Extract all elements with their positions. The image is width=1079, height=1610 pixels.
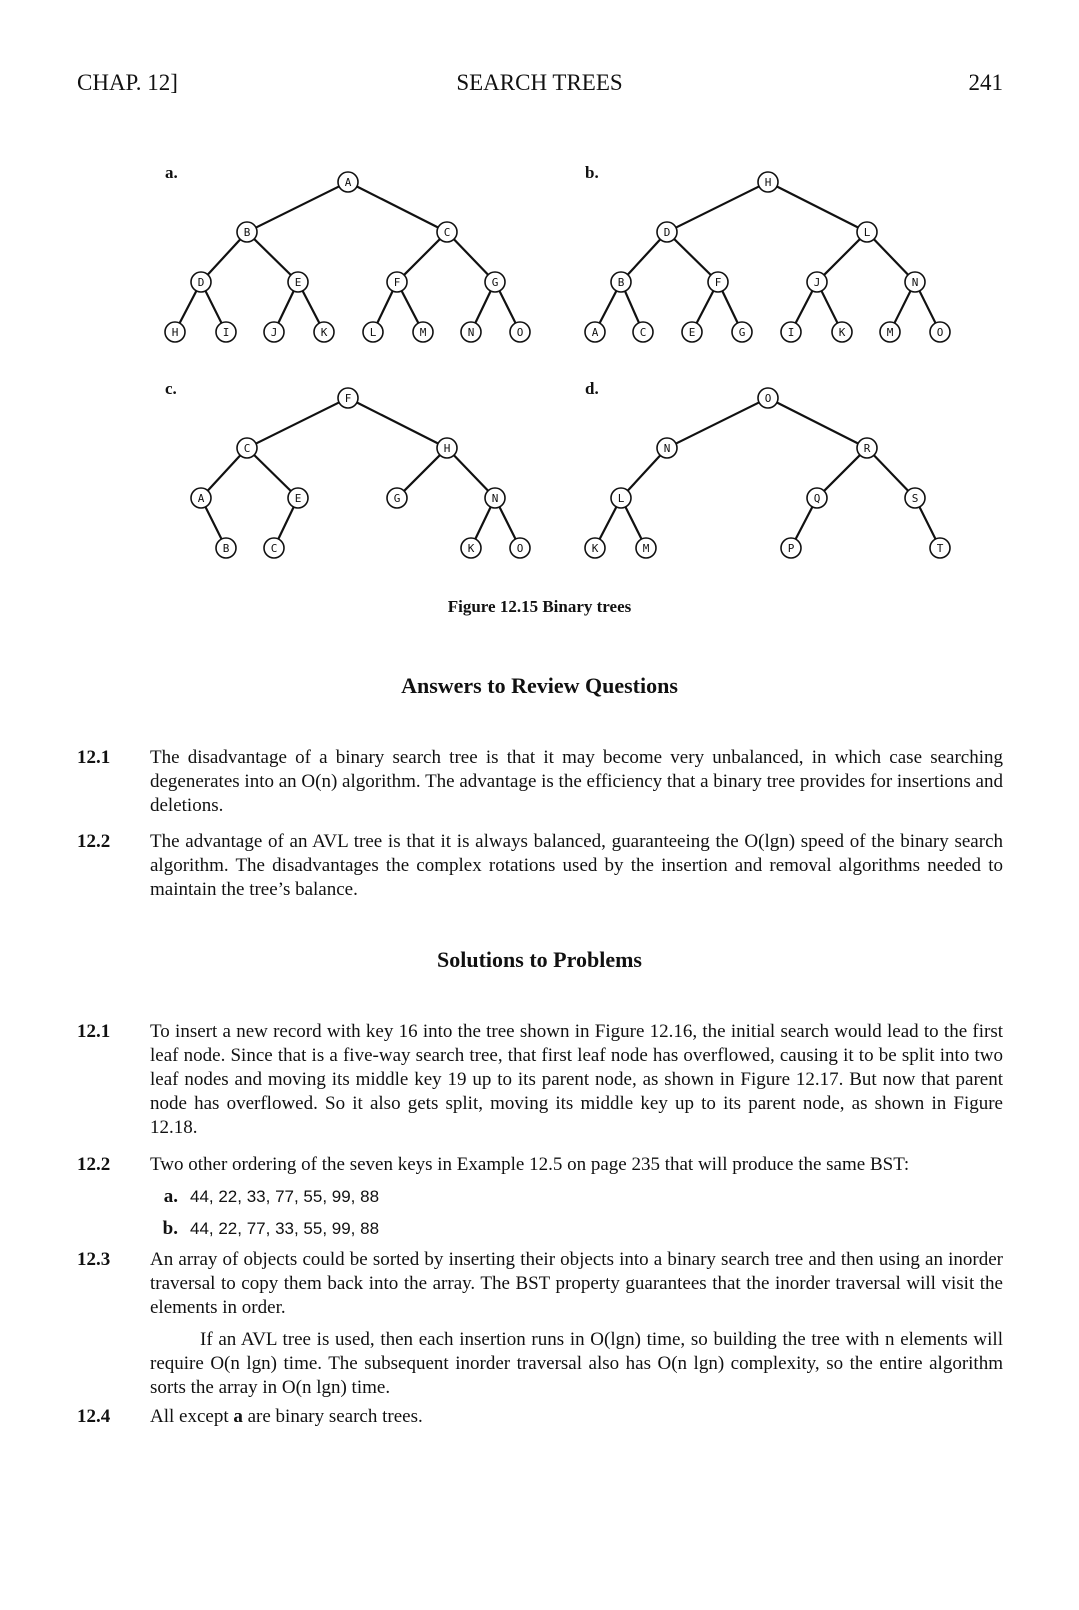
ordering-label: a. xyxy=(163,1186,178,1207)
tree-node-label: E xyxy=(294,492,302,505)
tree-edge xyxy=(777,187,858,228)
figure-caption: Figure 12.15 Binary trees xyxy=(447,597,632,616)
tree-edge xyxy=(475,291,490,323)
tree-edge xyxy=(208,239,240,274)
solution-text-end: are binary search trees. xyxy=(242,1406,423,1427)
tree-edge xyxy=(722,291,737,323)
tree-edge xyxy=(254,455,291,491)
tree-node-label: L xyxy=(863,226,871,239)
tree-edge xyxy=(697,291,714,323)
tree-edge xyxy=(824,455,860,491)
tree-edge xyxy=(499,507,515,539)
tree-panel xyxy=(165,379,530,558)
tree-edge xyxy=(278,291,293,323)
answer-number: 12.1 xyxy=(77,747,111,768)
answer-number: 12.2 xyxy=(77,831,111,852)
tree-node-label: C xyxy=(270,542,278,555)
tree-node-label: C xyxy=(639,326,647,339)
tree-edge xyxy=(256,402,339,443)
tree-node-label: F xyxy=(344,392,352,405)
tree-edge xyxy=(821,291,837,323)
tree-edge xyxy=(256,186,339,227)
tree-edge xyxy=(824,239,860,275)
tree-edge xyxy=(180,291,197,323)
tree-edge xyxy=(628,239,660,274)
panel-label: a. xyxy=(165,163,178,182)
tree-edge xyxy=(625,291,639,323)
tree-edge xyxy=(357,187,438,228)
tree-node-label: N xyxy=(911,276,919,289)
running-head-chapter: CHAP. 12] xyxy=(77,70,178,95)
tree-edge xyxy=(205,507,221,539)
binary-trees-figure xyxy=(150,160,970,580)
tree-node-label: O xyxy=(936,326,944,339)
tree-node-label: F xyxy=(393,276,401,289)
tree-edge xyxy=(919,291,935,323)
tree-edge xyxy=(625,507,641,539)
tree-edge xyxy=(208,455,240,490)
solution-number: 12.2 xyxy=(77,1154,111,1175)
solution-number: 12.3 xyxy=(77,1249,111,1270)
tree-edge xyxy=(254,239,291,275)
solution-text-continued: If an AVL tree is used, then each insertion runs in O(lgn) time, so building the tree with n elements will require O(n lgn) time. The subsequent inorder traversal also has O(n lgn) complexity, so the entire algorithm sorts the array in O(n lgn) time. xyxy=(150,1329,1003,1398)
tree-edge xyxy=(874,239,908,275)
tree-node-label: H xyxy=(764,176,772,189)
solution-text: To insert a new record with key 16 into the tree shown in Figure 12.16, the initial search would lead to the first leaf node. Since that is a five-way search tree, that first leaf node has overflowed, causing it to be split into two leaf nodes and moving its middle key 19 up to its parent node, as shown in Figure 12.17. But now that parent node has overflowed. So it also gets split, moving its middle key up to its parent node, as shown in Figure 12.18. xyxy=(150,1021,1003,1138)
tree-edge xyxy=(454,455,488,491)
tree-node-label: P xyxy=(787,542,795,555)
tree-edge xyxy=(674,239,711,275)
solution-item xyxy=(77,1153,1003,1241)
tree-node-label: F xyxy=(714,276,722,289)
tree-reference: a xyxy=(233,1406,243,1427)
tree-node-label: E xyxy=(688,326,696,339)
tree-node-label: D xyxy=(197,276,205,289)
solution-item xyxy=(77,1248,1003,1400)
tree-node-label: B xyxy=(243,226,251,239)
solution-text: An array of objects could be sorted by inserting their objects into a binary search tree and then using an inorder traversal to copy them back into the array. The BST property guarantees that the inorder traversal will visit the elements in order. xyxy=(150,1249,1003,1318)
tree-node-label: K xyxy=(467,542,475,555)
tree-node-label: S xyxy=(911,492,919,505)
tree-node-label: G xyxy=(491,276,499,289)
tree-node-label: Q xyxy=(813,492,821,505)
tree-edge xyxy=(303,291,320,323)
tree-panel xyxy=(585,163,950,342)
tree-edge xyxy=(600,507,617,539)
tree-edge xyxy=(894,291,910,323)
tree-edge xyxy=(796,291,813,323)
solution-number: 12.1 xyxy=(77,1021,111,1042)
tree-edge xyxy=(777,403,858,444)
solutions-heading: Solutions to Problems xyxy=(437,947,642,972)
tree-node-label: A xyxy=(591,326,599,339)
running-head-title: SEARCH TREES xyxy=(456,70,623,95)
tree-panel xyxy=(585,379,950,558)
tree-node-label: K xyxy=(320,326,328,339)
ordering-a xyxy=(150,1185,1003,1209)
tree-edge xyxy=(628,455,660,490)
panel-label: d. xyxy=(585,379,599,398)
answer-item xyxy=(77,746,1003,818)
tree-node-label: L xyxy=(617,492,625,505)
tree-panel xyxy=(165,163,530,342)
solution-text-start: All except xyxy=(150,1406,234,1427)
answer-item xyxy=(77,830,1003,902)
tree-node-label: G xyxy=(393,492,401,505)
tree-node-label: O xyxy=(516,542,524,555)
tree-edge xyxy=(676,186,759,227)
tree-edge xyxy=(357,403,438,444)
tree-edge xyxy=(404,239,440,275)
page-number: 241 xyxy=(968,70,1003,95)
ordering-label: b. xyxy=(162,1218,178,1239)
tree-edge xyxy=(600,291,617,323)
solution-item xyxy=(77,1405,1003,1429)
tree-node-label: C xyxy=(443,226,451,239)
tree-node-label: M xyxy=(419,326,427,339)
panel-label: c. xyxy=(165,379,177,398)
tree-edge xyxy=(377,291,392,323)
solution-text: Two other ordering of the seven keys in Example 12.5 on page 235 that will produce the same BST: xyxy=(150,1154,910,1175)
tree-node-label: H xyxy=(171,326,179,339)
tree-node-label: B xyxy=(617,276,625,289)
panel-label: b. xyxy=(585,163,599,182)
answers-heading: Answers to Review Questions xyxy=(401,673,678,698)
ordering-b xyxy=(150,1217,1003,1241)
tree-node-label: M xyxy=(642,542,650,555)
tree-node-label: A xyxy=(344,176,352,189)
tree-edge xyxy=(499,291,515,323)
tree-node-label: I xyxy=(787,326,795,339)
tree-node-label: O xyxy=(764,392,772,405)
answer-text: The advantage of an AVL tree is that it is always balanced, guaranteeing the O(lgn) speed of the binary search algorithm. The disadvantages the complex rotations used by the insertion and removal algorithms needed to maintain the tree’s balance. xyxy=(150,831,1003,900)
tree-node-label: M xyxy=(886,326,894,339)
solution-item xyxy=(77,1020,1003,1140)
tree-node-label: H xyxy=(443,442,451,455)
tree-node-label: J xyxy=(813,276,821,289)
tree-node-label: K xyxy=(591,542,599,555)
tree-node-label: K xyxy=(838,326,846,339)
tree-node-label: N xyxy=(663,442,671,455)
tree-node-label: L xyxy=(369,326,377,339)
tree-node-label: G xyxy=(738,326,746,339)
tree-edge xyxy=(454,239,488,275)
tree-edge xyxy=(205,291,221,323)
solution-number: 12.4 xyxy=(77,1406,111,1427)
tree-edge xyxy=(919,507,935,539)
tree-node-label: J xyxy=(270,326,278,339)
tree-node-label: N xyxy=(467,326,475,339)
tree-edge xyxy=(676,402,759,443)
tree-node-label: N xyxy=(491,492,499,505)
tree-node-label: C xyxy=(243,442,251,455)
tree-node-label: R xyxy=(863,442,871,455)
tree-node-label: D xyxy=(663,226,671,239)
answer-text: The disadvantage of a binary search tree is that it may become very unbalanced, in which case searching degenerates into an O(n) algorithm. The advantage is the efficiency that a binary tree provides for insertions and deletions. xyxy=(150,747,1003,816)
tree-node-label: B xyxy=(222,542,230,555)
tree-edge xyxy=(404,455,440,491)
tree-edge xyxy=(874,455,908,491)
ordering-keys: 44, 22, 33, 77, 55, 99, 88 xyxy=(190,1187,380,1206)
tree-node-label: O xyxy=(516,326,524,339)
tree-edge xyxy=(402,291,419,323)
tree-node-label: T xyxy=(936,542,944,555)
solution-text xyxy=(150,1405,1003,1429)
tree-node-label: E xyxy=(294,276,302,289)
tree-edge xyxy=(796,507,813,539)
tree-node-label: I xyxy=(222,326,230,339)
tree-edge xyxy=(278,507,293,539)
tree-node-label: A xyxy=(197,492,205,505)
ordering-keys: 44, 22, 77, 33, 55, 99, 88 xyxy=(190,1219,380,1238)
tree-edge xyxy=(475,507,490,539)
